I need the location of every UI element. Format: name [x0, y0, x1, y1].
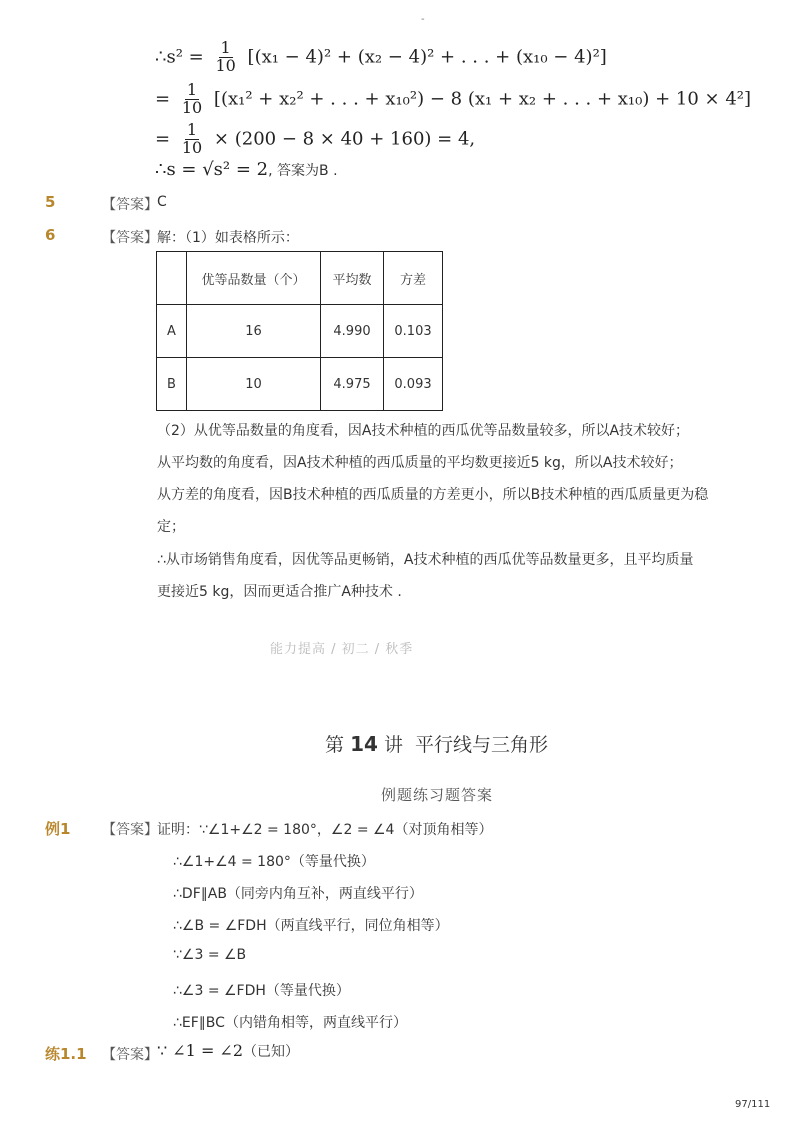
fraction: $\frac{1}{10}$	[181, 120, 203, 157]
proof-line: ∴EF∥BC（内错角相等，两直线平行）	[173, 1015, 407, 1031]
table-cell: A	[157, 305, 187, 358]
formula-line-1	[155, 40, 607, 75]
lecture-number: 14	[350, 732, 378, 756]
formula-body: [(x₁² + x₂² + . . . + x₁₀²) − 8 (x₁ + x₂ + . . . + x₁₀) + 10 × 4²]	[213, 88, 752, 110]
table-cell: 16	[187, 305, 321, 358]
formula-line-4	[155, 159, 338, 180]
table-cell: 10	[187, 358, 321, 411]
table-cell: 0.093	[384, 358, 443, 411]
table-row	[157, 358, 443, 411]
table-header-cell	[157, 252, 187, 305]
exercise-reason: （已知）	[243, 1044, 300, 1060]
footer-label: 能力提高 / 初二 / 秋季	[270, 642, 414, 657]
table-header-cell: 优等品数量（个）	[187, 252, 321, 305]
formula-line-2	[155, 82, 751, 117]
fraction: $\frac{1}{10}$	[181, 80, 203, 117]
formula-body: [(x₁ − 4)² + (x₂ − 4)² + . . . + (x₁₀ − 4)²]	[247, 46, 607, 68]
proof-line: ∵∠3 = ∠B	[173, 947, 247, 963]
answer-6-intro: 解：（1）如表格所示：	[157, 230, 299, 246]
top-mark: -	[421, 14, 425, 25]
paragraph: 从方差的角度看，因B技术种植的西瓜质量的方差更小，所以B技术种植的西瓜质量更为稳	[157, 487, 709, 503]
paragraph: 定；	[157, 519, 185, 535]
answer-5: C	[157, 194, 167, 210]
proof-line: ∴DF∥AB（同旁内角互补，两直线平行）	[173, 886, 423, 902]
exercise-1-1-answer	[157, 1041, 299, 1061]
table-cell: 0.103	[384, 305, 443, 358]
proof-line: ∴∠B = ∠FDH（两直线平行，同位角相等）	[173, 918, 449, 934]
formula-prefix: ∴s² =	[155, 46, 204, 68]
example-number-1: 例1	[45, 820, 71, 838]
table-cell: 4.990	[321, 305, 384, 358]
formula-line-3	[155, 122, 475, 157]
answer-label-5: 【答案】	[102, 197, 158, 213]
question-number-6: 6	[45, 226, 56, 244]
exercise-math: ∵ ∠1 = ∠2	[157, 1041, 244, 1060]
question-number-5: 5	[45, 193, 56, 211]
paragraph: （2）从优等品数量的角度看，因A技术种植的西瓜优等品数量较多，所以A技术较好；	[157, 423, 690, 439]
fraction: $\frac{1}{10}$	[215, 38, 236, 75]
table-cell: 4.975	[321, 358, 384, 411]
formula-prefix: =	[155, 88, 171, 110]
formula-conclusion: , 答案为B .	[268, 163, 338, 179]
exercise-number-1-1: 练1.1	[45, 1045, 87, 1063]
lecture-prefix: 第	[325, 734, 345, 756]
answer-label-ex1: 【答案】	[102, 822, 158, 838]
table-header-row	[157, 252, 443, 305]
proof-line: 证明：∵∠1+∠2 = 180°，∠2 = ∠4（对顶角相等）	[157, 822, 493, 838]
paragraph: 更接近5 kg，因而更适合推广A种技术 .	[157, 584, 402, 600]
proof-line: ∴∠3 = ∠FDH（等量代换）	[173, 983, 350, 999]
formula-body: × (200 − 8 × 40 + 160) = 4,	[213, 128, 476, 150]
answer-label-6: 【答案】	[102, 230, 158, 246]
paragraph: 从平均数的角度看，因A技术种植的西瓜质量的平均数更接近5 kg，所以A技术较好；	[157, 455, 683, 471]
lecture-title	[325, 730, 548, 757]
formula-sqrt: ∴s = √s² = 2	[155, 159, 269, 180]
table-row	[157, 305, 443, 358]
table-cell: B	[157, 358, 187, 411]
proof-line: ∴∠1+∠4 = 180°（等量代换）	[173, 854, 375, 870]
data-table	[156, 251, 443, 411]
table-header-cell: 平均数	[321, 252, 384, 305]
page-number: 97/111	[735, 1099, 771, 1110]
lecture-name: 平行线与三角形	[415, 734, 549, 756]
paragraph: ∴从市场销售角度看，因优等品更畅销，A技术种植的西瓜优等品数量更多，且平均质量	[157, 552, 694, 568]
formula-prefix: =	[155, 128, 171, 150]
table-header-cell: 方差	[384, 252, 443, 305]
lecture-suffix: 讲	[383, 734, 403, 756]
section-subtitle: 例题练习题答案	[381, 786, 494, 804]
answer-label-ex11: 【答案】	[102, 1047, 158, 1063]
